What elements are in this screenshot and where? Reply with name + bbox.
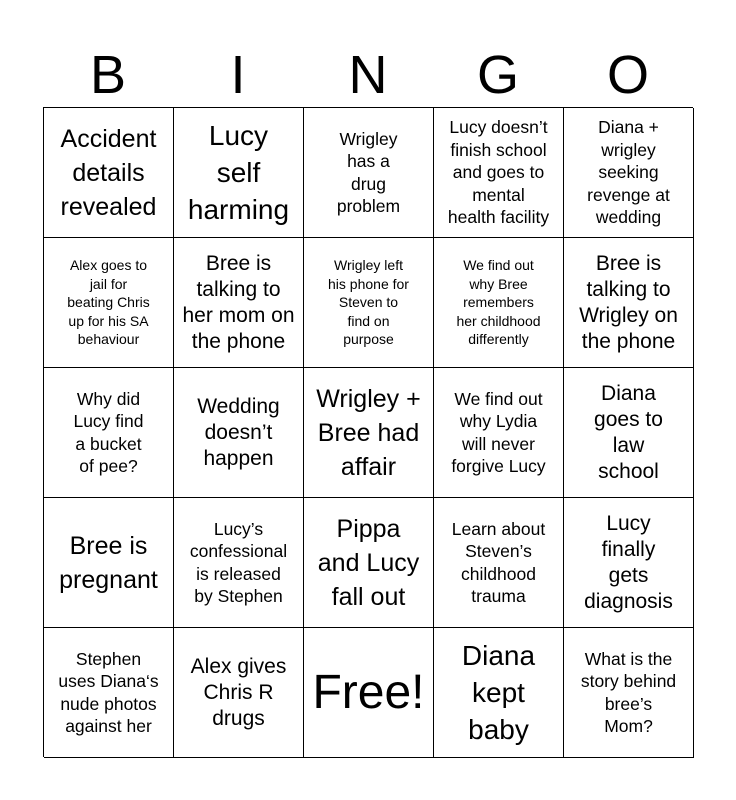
cell-text: Diana + wrigley seeking revenge at wedding bbox=[587, 117, 670, 228]
bingo-cell[interactable] bbox=[304, 108, 434, 238]
bingo-cell[interactable] bbox=[564, 628, 694, 758]
bingo-cell[interactable] bbox=[44, 498, 174, 628]
cell-text: Alex gives Chris R drugs bbox=[190, 654, 287, 730]
bingo-cell[interactable] bbox=[564, 238, 694, 368]
bingo-cell[interactable] bbox=[174, 368, 304, 498]
bingo-cell[interactable] bbox=[174, 238, 304, 368]
header-letter-n: N bbox=[348, 45, 388, 105]
header-letter-i: I bbox=[230, 45, 246, 105]
cell-text: Wedding doesn’t happen bbox=[197, 394, 280, 470]
bingo-cell[interactable] bbox=[304, 238, 434, 368]
free-space-cell[interactable] bbox=[304, 628, 434, 758]
header-letter-o: O bbox=[606, 45, 649, 105]
cell-text: Diana kept baby bbox=[461, 640, 536, 745]
bingo-grid bbox=[43, 107, 693, 757]
cell-text: Stephen uses Diana‘s nude photos against her bbox=[58, 648, 159, 736]
bingo-cell[interactable] bbox=[564, 498, 694, 628]
cell-text: We find out why Bree remembers her childhood differently bbox=[456, 257, 541, 348]
cell-text: Why did Lucy find a bucket of pee? bbox=[73, 388, 144, 476]
bingo-cell[interactable] bbox=[304, 368, 434, 498]
bingo-cell[interactable] bbox=[564, 108, 694, 238]
bingo-cell[interactable] bbox=[434, 628, 564, 758]
bingo-cell[interactable] bbox=[434, 238, 564, 368]
cell-text: Lucy finally gets diagnosis bbox=[584, 511, 673, 613]
cell-text: Wrigley has a drug problem bbox=[336, 128, 401, 216]
bingo-cell[interactable] bbox=[44, 238, 174, 368]
cell-text: Lucy doesn’t finish school and goes to mental health facility bbox=[447, 117, 550, 228]
cell-text: We find out why Lydia will never forgive Lucy bbox=[451, 388, 546, 476]
bingo-header bbox=[43, 42, 693, 108]
bingo-cell[interactable] bbox=[434, 498, 564, 628]
bingo-cell[interactable] bbox=[434, 368, 564, 498]
cell-text: Alex goes to jail for beating Chris up for his SA behaviour bbox=[67, 257, 150, 348]
cell-text: Bree is talking to Wrigley on the phone bbox=[579, 251, 678, 353]
cell-text: Lucy self harming bbox=[187, 120, 290, 225]
cell-text: Bree is talking to her mom on the phone bbox=[182, 251, 295, 353]
bingo-cell[interactable] bbox=[304, 498, 434, 628]
header-letter-g: G bbox=[476, 45, 519, 105]
cell-text: Accident details revealed bbox=[60, 124, 157, 221]
cell-text: Bree is pregnant bbox=[59, 531, 158, 594]
cell-text: Diana goes to law school bbox=[594, 381, 663, 483]
cell-text: Wrigley left his phone for Steven to find on purpose bbox=[328, 257, 409, 348]
cell-text: Learn about Steven’s childhood trauma bbox=[451, 518, 546, 606]
bingo-cell[interactable] bbox=[174, 108, 304, 238]
bingo-cell[interactable] bbox=[174, 498, 304, 628]
free-space-text: Free! bbox=[312, 665, 425, 719]
bingo-cell[interactable] bbox=[44, 108, 174, 238]
bingo-cell[interactable] bbox=[564, 368, 694, 498]
cell-text: Pippa and Lucy fall out bbox=[317, 514, 420, 611]
cell-text: Wrigley + Bree had affair bbox=[316, 384, 421, 481]
bingo-cell[interactable] bbox=[44, 368, 174, 498]
cell-text: Lucy’s confessional is released by Stephen bbox=[189, 518, 288, 606]
bingo-cell[interactable] bbox=[44, 628, 174, 758]
header-letter-b: B bbox=[89, 45, 127, 105]
bingo-cell[interactable] bbox=[174, 628, 304, 758]
cell-text: What is the story behind bree’s Mom? bbox=[580, 648, 677, 736]
bingo-cell[interactable] bbox=[434, 108, 564, 238]
